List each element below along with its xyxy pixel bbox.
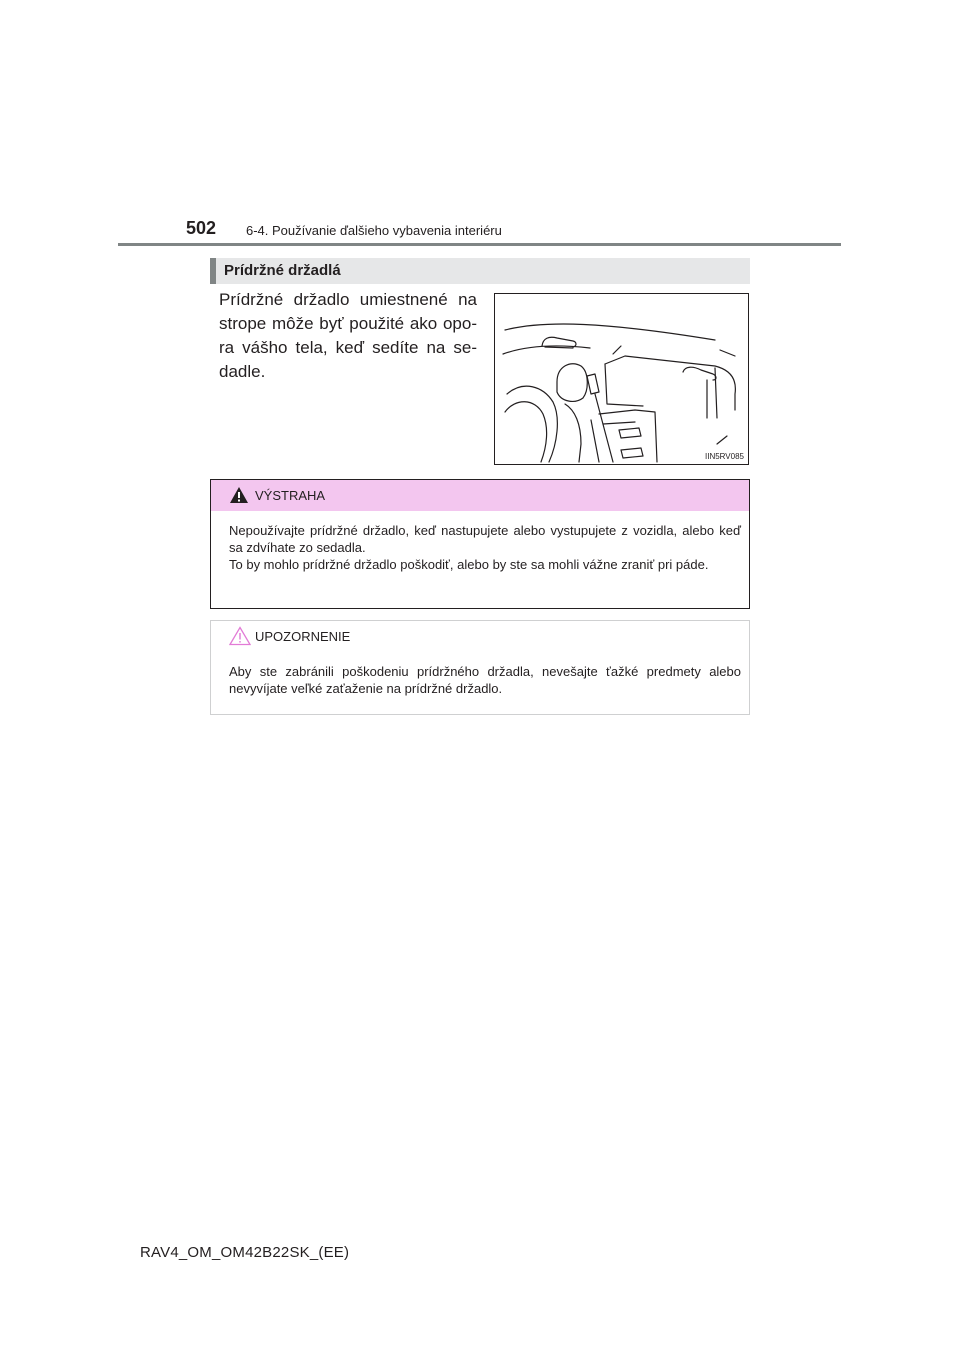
car-interior-drawing (495, 294, 748, 464)
warning-box (210, 479, 750, 609)
header-rule (118, 243, 841, 246)
heading-accent (210, 258, 216, 284)
body-paragraph: Prídržné držadlo umiestnené na strope môže byť použité ako opo-ra vášho tela, keď sedíte na se-dadle. (219, 290, 477, 381)
assist-grip-illustration (494, 293, 749, 465)
caution-triangle-icon (229, 626, 251, 646)
warning-line-1: Nepoužívajte prídržné držadlo, keď nastupujete alebo vystupujete z vozidla, alebo keď sa zdvíhate zo sedadla. (229, 523, 741, 555)
section-heading: Prídržné držadlá (224, 262, 341, 279)
notice-box (210, 620, 750, 715)
warning-title: VÝSTRAHA (255, 488, 326, 503)
page-number: 502 (186, 218, 217, 238)
notice-title: UPOZORNENIE (255, 629, 351, 644)
warning-triangle-icon (229, 486, 249, 504)
footer-doc-id: RAV4_OM_OM42B22SK_(EE) (140, 1244, 350, 1261)
warning-line-2: To by mohlo prídržné držadlo poškodiť, alebo by ste sa mohli vážne zraniť pri páde. (229, 557, 709, 572)
warning-text (229, 522, 741, 573)
notice-text: Aby ste zabránili poškodeniu prídržného držadla, nevešajte ťažké predmety alebo nevyvíjate veľké zaťaženie na prídržné držadlo. (229, 664, 741, 696)
figure-code: IIN5RV085 (705, 452, 744, 461)
section-title: 6-4. Používanie ďalšieho vybavenia interiéru (246, 223, 502, 238)
